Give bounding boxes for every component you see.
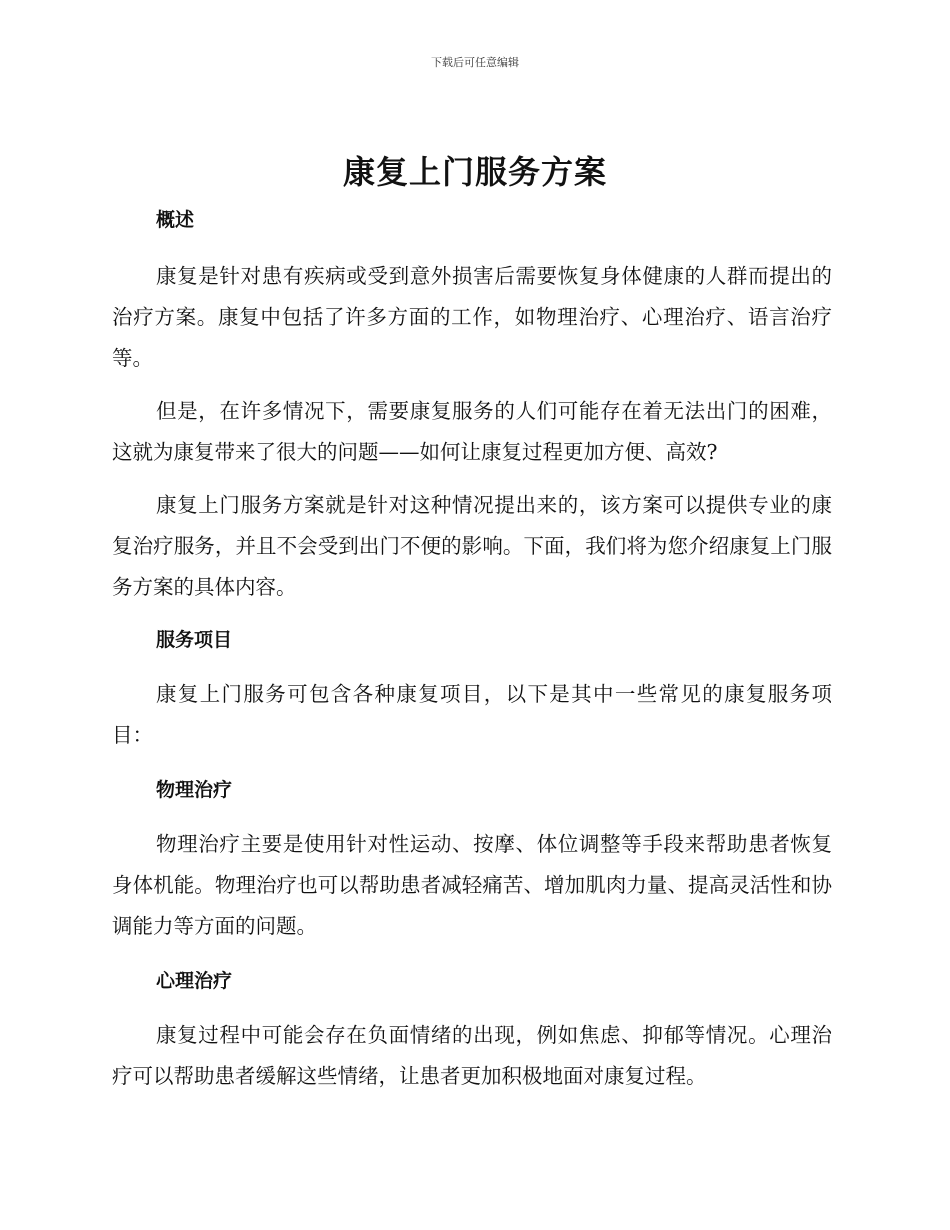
services-paragraph-1: 康复上门服务可包含各种康复项目，以下是其中一些常见的康复服务项目： (112, 682, 832, 747)
psychological-therapy-paragraph-1: 康复过程中可能会存在负面情绪的出现，例如焦虑、抑郁等情况。心理治疗可以帮助患者缓解这些情绪，让患者更加积极地面对康复过程。 (112, 1023, 832, 1088)
section-heading-overview: 概述 (156, 209, 195, 231)
overview-paragraph-2: 但是，在许多情况下，需要康复服务的人们可能存在着无法出门的困难，这就为康复带来了很大的问题——如何让康复过程更加方便、高效? (112, 399, 832, 464)
section-heading-physical-therapy: 物理治疗 (156, 779, 233, 801)
page-header-note: 下载后可任意编辑 (431, 56, 519, 69)
document-title: 康复上门服务方案 (342, 153, 607, 191)
section-heading-psychological-therapy: 心理治疗 (156, 970, 233, 992)
section-heading-services: 服务项目 (156, 629, 233, 651)
overview-paragraph-1: 康复是针对患有疾病或受到意外损害后需要恢复身体健康的人群而提出的治疗方案。康复中包括了许多方面的工作，如物理治疗、心理治疗、语言治疗等。 (112, 264, 832, 370)
document-body (112, 200, 832, 1097)
overview-paragraph-3: 康复上门服务方案就是针对这种情况提出来的，该方案可以提供专业的康复治疗服务，并且不会受到出门不便的影响。下面，我们将为您介绍康复上门服务方案的具体内容。 (112, 493, 832, 599)
physical-therapy-paragraph-1: 物理治疗主要是使用针对性运动、按摩、体位调整等手段来帮助患者恢复身体机能。物理治疗也可以帮助患者减轻痛苦、增加肌肉力量、提高灵活性和协调能力等方面的问题。 (112, 832, 832, 938)
